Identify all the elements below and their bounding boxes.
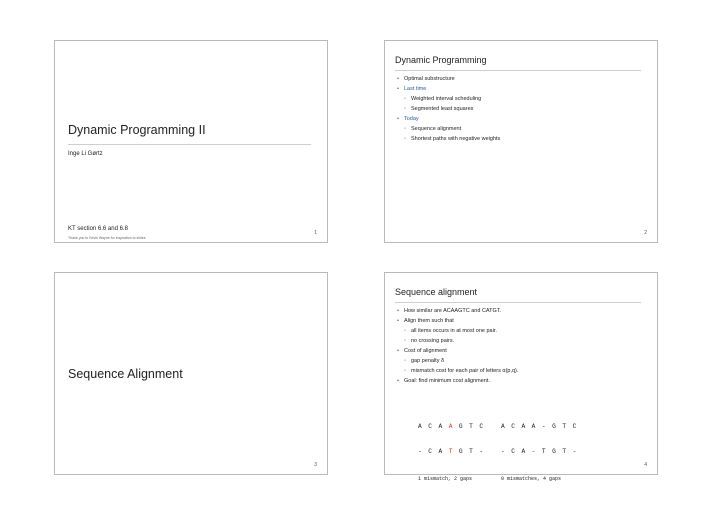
page-number: 4 — [644, 462, 647, 468]
page-number: 2 — [644, 230, 647, 236]
bullet-item: • Goal: find minimum cost alignment. — [397, 376, 518, 386]
slide-2 — [384, 40, 658, 243]
alignment-bottom-row — [418, 448, 485, 459]
alignment-top-row — [418, 423, 485, 434]
slide-1 — [54, 40, 328, 243]
slide-3 — [54, 272, 328, 475]
bullet-list — [397, 74, 500, 144]
seq-text: A C A — [418, 423, 449, 430]
reading-reference: KT section 6.6 and 6.8 — [68, 226, 128, 232]
mismatch-highlight: T — [448, 448, 454, 455]
alignment-example-1 — [418, 409, 485, 496]
bullet-item: • Optimal substructure — [397, 74, 500, 84]
seq-text: A C A A - G T C — [501, 423, 578, 430]
slide-title: Sequence alignment — [395, 287, 478, 297]
bullet-item: • Today — [397, 114, 500, 124]
seq-text: G T - — [453, 448, 485, 455]
page-number: 3 — [314, 462, 317, 468]
title-divider — [68, 144, 311, 145]
sub-bullet-item: ◦ Shortest paths with negative weights — [404, 134, 500, 144]
alignment-example-2 — [501, 409, 578, 496]
bullet-item: • How similar are ACAAGTC and CATGT. — [397, 306, 518, 316]
alignment-bottom-row — [501, 448, 578, 459]
sub-bullet-item: ◦ no crossing pairs. — [404, 336, 518, 346]
sub-bullet-item: ◦ gap penalty δ — [404, 356, 518, 366]
slide-title: Dynamic Programming II — [68, 123, 206, 137]
sub-bullet-item: ◦ Segmented least squares — [404, 104, 500, 114]
slide-title: Dynamic Programming — [395, 55, 487, 65]
sub-bullet-item: ◦ Weighted interval scheduling — [404, 94, 500, 104]
page-number: 1 — [314, 230, 317, 236]
slide-title: Sequence Alignment — [68, 367, 183, 381]
bullet-item: • Align them such that — [397, 316, 518, 326]
sub-bullet-item: ◦ mismatch cost for each pair of letters α(p,q). — [404, 366, 518, 376]
seq-text: - C A — [418, 448, 449, 455]
slide-4 — [384, 272, 658, 482]
author: Inge Li Gørtz — [68, 151, 103, 157]
alignment-top-row — [501, 423, 578, 434]
alignment-note: 0 mismatches, 4 gaps — [501, 476, 562, 482]
mismatch-highlight: A — [448, 423, 454, 430]
acknowledgement: Thank you to Kevin Wayne for inspiration to slides — [68, 236, 146, 240]
title-divider — [395, 302, 641, 303]
bullet-list — [397, 306, 518, 386]
alignment-note: 1 mismatch, 2 gaps — [418, 476, 473, 482]
sub-bullet-item: ◦ all items occurs in at most one pair. — [404, 326, 518, 336]
sub-bullet-item: ◦ Sequence alignment — [404, 124, 500, 134]
seq-text: G T C — [453, 423, 485, 430]
seq-text: - C A - T G T - — [501, 448, 578, 455]
bullet-item: • Last time — [397, 84, 500, 94]
bullet-item: • Cost of alignment — [397, 346, 518, 356]
title-divider — [395, 70, 641, 71]
